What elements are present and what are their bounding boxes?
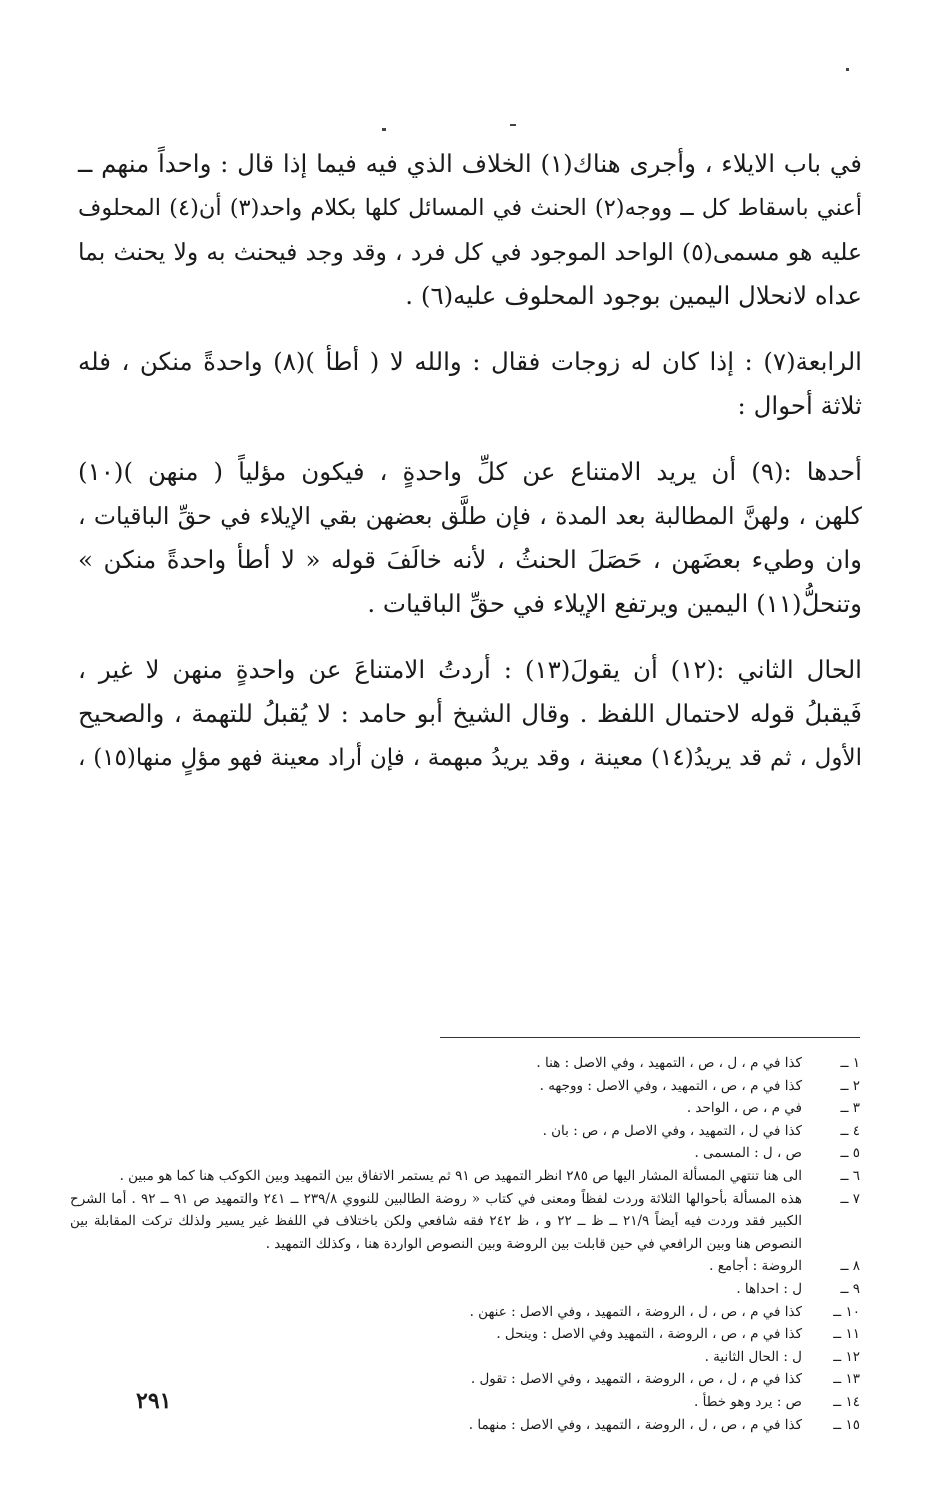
footnote xyxy=(70,1368,860,1391)
text-line: أعني باسقاط كل ــ ووجه(٢) الحنث في المسائل كلها بكلام واحد(٣) أن(٤) المحلوف xyxy=(78,195,863,221)
footnote-text: كذا في م ، ل ، ص ، التمهيد ، وفي الاصل : هنا . xyxy=(536,1055,802,1071)
text-line: كلهن ، ولهنَّ المطالبة بعد المدة ، فإن طلَّق بعضهن بقي الإيلاء في حقِّ الباقيات ، xyxy=(78,502,862,530)
text-line: عداه لانحلال اليمين بوجود المحلوف عليه(٦) . xyxy=(405,281,862,310)
footnote xyxy=(70,1097,860,1120)
footnote-number: ٤ ــ xyxy=(840,1122,860,1139)
text-line: الحال الثاني :(١٢) أن يقولَ(١٣) : أردتُ الامتناعَ عن واحدةٍ منهن لا غير ، xyxy=(78,655,862,684)
paragraph-4 xyxy=(78,648,862,780)
text-line: عليه هو مسمى(٥) الواحد الموجود في كل فرد ، وقد وجد فيحنث به ولا يحنث بما xyxy=(78,238,863,266)
footnote-number: ١١ ــ xyxy=(833,1326,860,1343)
footnote-number: ١٠ ــ xyxy=(833,1303,860,1320)
footnote-number: ٣ ــ xyxy=(840,1100,860,1117)
footnote-text: في م ، ص ، الواحد . xyxy=(686,1100,802,1117)
footnote-number: ٦ ــ xyxy=(840,1167,860,1184)
footnote-text: ل : الحال الثانية . xyxy=(704,1348,802,1365)
footnote-number: ١٤ ــ xyxy=(833,1393,860,1410)
text-line: أحدها :(٩) أن يريد الامتناع عن كلِّ واحدةٍ ، فيكون مؤلياً ( منهن )(١٠) xyxy=(78,457,862,486)
footnote-number: ٢ ــ xyxy=(840,1077,860,1094)
footnotes xyxy=(70,1052,860,1436)
footnote xyxy=(70,1052,860,1075)
footnote-text: ص ، ل : المسمى . xyxy=(694,1145,802,1162)
text-line: الأول ، ثم قد يريدُ(١٤) معينة ، وقد يريدُ مبهمة ، فإن أراد معينة فهو مؤلٍ منها(١٥) ، xyxy=(78,745,862,771)
footnote-number: ٨ ــ xyxy=(840,1258,860,1275)
footnote xyxy=(70,1120,860,1143)
text-line: في باب الايلاء ، وأجرى هناك(١) الخلاف الذي فيه فيما إذا قال : واحداً منهم ــ xyxy=(78,149,862,178)
footnote-separator xyxy=(440,1037,860,1038)
footnote-number: ٥ ــ xyxy=(840,1145,860,1162)
text-line: وتنحلُّ(١١) اليمين ويرتفع الإيلاء في حقِّ الباقيات . xyxy=(367,589,862,618)
text-line: وان وطيء بعضَهن ، حَصَلَ الحنثُ ، لأنه خالَفَ قوله « لا أطأ واحدةً منكن » xyxy=(78,545,862,574)
footnote-text: ل : احداها . xyxy=(736,1280,802,1297)
footnote-text: كذا في ل ، التمهيد ، وفي الاصل م ، ص : بان . xyxy=(542,1122,802,1139)
footnote xyxy=(70,1278,860,1301)
footnote xyxy=(70,1391,860,1414)
footnote xyxy=(70,1255,860,1278)
footnote xyxy=(70,1165,860,1188)
footnote-text: كذا في م ، ص ، التمهيد ، وفي الاصل : ووجهه . xyxy=(539,1077,802,1094)
footnote xyxy=(70,1301,860,1324)
footnote-text: الى هنا تنتهي المسألة المشار اليها ص ٢٨٥ انظر التمهيد ص ٩١ ثم يستمر الاتفاق بين التمهيد وبين الكوكب هنا كما هو مبين . xyxy=(119,1167,802,1184)
paragraph-2 xyxy=(78,340,862,428)
footnote xyxy=(70,1142,860,1165)
footnote xyxy=(70,1323,860,1346)
footnote xyxy=(70,1188,860,1256)
footnote xyxy=(70,1414,860,1437)
page-number: ٢٩١ xyxy=(136,1388,172,1414)
paragraph-1 xyxy=(78,142,862,318)
footnote-number: ٧ ــ xyxy=(840,1190,860,1207)
footnote-text: هذه المسألة بأحوالها الثلاثة وردت لفظاً ومعنى في كتاب « روضة الطالبين للنووي ٢٣٩/٨ ــ ٢٤١ والتمهيد ص ٩١ ــ ٩٢ . أما الشرح الكبير فقد وردت فيه أيضاً ٢١/٩ ــ ظ ــ ٢٢ و ، ظ ٢٤٢ فقه شافعي ولكن باختلاف في اللفظ غير يسير ولذلك تركت المقابلة بين النصوص هنا وبين الرافعي في حين قابلت بين الروضة وبين النصوص الواردة هنا ، وكذلك التمهيد . xyxy=(70,1190,803,1252)
footnote xyxy=(70,1075,860,1098)
scan-dot xyxy=(846,68,849,71)
text-line: فَيقبلُ قوله لاحتمال اللفظ . وقال الشيخ أبو حامد : لا يُقبلُ للتهمة ، والصحيح xyxy=(78,699,862,728)
paragraph-3 xyxy=(78,450,862,626)
scan-dot xyxy=(382,128,386,131)
footnote-number: ١٢ ــ xyxy=(833,1348,860,1365)
footnote-number: ٩ ــ xyxy=(840,1280,860,1297)
footnote-number: ١ ــ xyxy=(840,1055,860,1071)
footnote-text: كذا في م ، ل ، ص ، الروضة ، التمهيد ، وفي الاصل : تقول . xyxy=(470,1371,802,1388)
footnote-text: ص : يرد وهو خطأ . xyxy=(694,1393,802,1410)
text-line: الرابعة(٧) : إذا كان له زوجات فقال : والله لا ( أطأ )(٨) واحدةً منكن ، فله xyxy=(78,347,862,376)
footnote-number: ١٣ ــ xyxy=(833,1371,860,1388)
footnote-number: ١٥ ــ xyxy=(833,1416,860,1433)
text-line: ثلاثة أحوال : xyxy=(737,391,862,420)
footnote-text: الروضة : أجامع . xyxy=(709,1258,802,1275)
main-text xyxy=(78,142,862,802)
footnote-text: كذا في م ، ص ، ل ، الروضة ، التمهيد ، وفي الاصل : منهما . xyxy=(468,1416,802,1433)
footnote xyxy=(70,1346,860,1369)
scan-dot xyxy=(510,124,516,126)
footnote-text: كذا في م ، ص ، الروضة ، التمهيد وفي الاصل : وينحل . xyxy=(496,1326,802,1343)
footnote-text: كذا في م ، ص ، ل ، الروضة ، التمهيد ، وفي الاصل : عنهن . xyxy=(469,1303,802,1320)
